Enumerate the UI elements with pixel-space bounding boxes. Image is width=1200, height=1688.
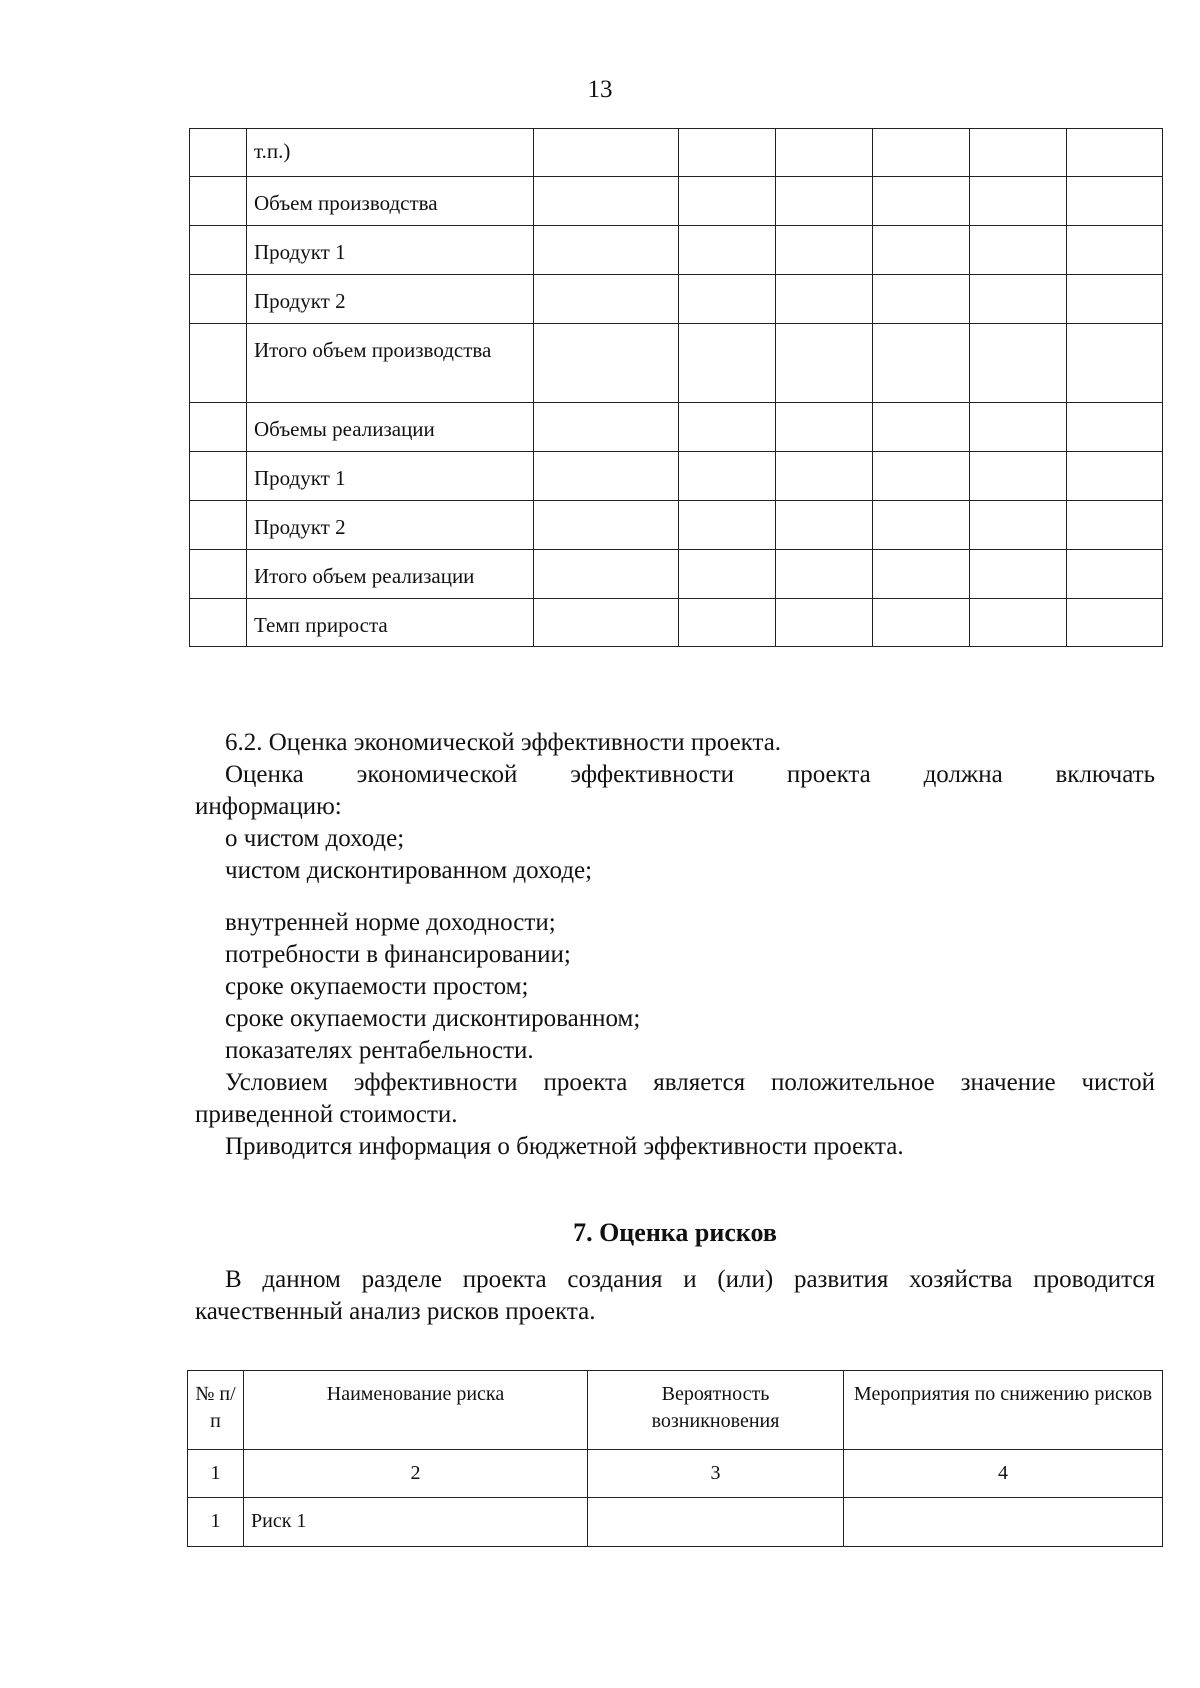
value-cell	[679, 129, 776, 177]
row-label: Продукт 2	[247, 501, 534, 550]
value-cell	[1067, 275, 1163, 324]
value-cell	[534, 129, 679, 177]
table-row	[190, 324, 1163, 403]
list-item: потребности в финансировании;	[225, 941, 571, 968]
value-cell	[873, 452, 970, 501]
row-number-cell	[190, 501, 247, 550]
value-cell	[776, 129, 873, 177]
row-label: Продукт 2	[247, 275, 534, 324]
value-cell	[776, 324, 873, 403]
production-table	[189, 128, 1163, 647]
table-row	[190, 550, 1163, 599]
value-cell	[679, 275, 776, 324]
table-row	[190, 177, 1163, 226]
column-header: Мероприятия по снижению рисков	[844, 1371, 1163, 1450]
column-number: 3	[588, 1450, 844, 1498]
value-cell	[679, 550, 776, 599]
value-cell	[776, 501, 873, 550]
row-label: Объем производства	[247, 177, 534, 226]
value-cell	[679, 452, 776, 501]
row-number-cell	[190, 129, 247, 177]
row-number-cell	[190, 177, 247, 226]
row-number-cell	[190, 275, 247, 324]
row-label: т.п.)	[247, 129, 534, 177]
value-cell	[873, 550, 970, 599]
row-label: Итого объем реализации	[247, 550, 534, 599]
risk-measures	[844, 1498, 1163, 1547]
value-cell	[534, 177, 679, 226]
table-row	[190, 275, 1163, 324]
row-label: Итого объем производства	[247, 324, 534, 403]
value-cell	[1067, 177, 1163, 226]
value-cell	[970, 501, 1067, 550]
risk-probability	[588, 1498, 844, 1547]
value-cell	[534, 501, 679, 550]
section-7-intro: В данном разделе проекта создания и (или) развития хозяйства проводится качественный анализ рисков проекта.	[195, 1266, 1155, 1325]
value-cell	[873, 129, 970, 177]
table-row	[190, 599, 1163, 647]
value-cell	[776, 226, 873, 275]
value-cell	[776, 599, 873, 647]
value-cell	[970, 129, 1067, 177]
table-row	[190, 226, 1163, 275]
value-cell	[776, 275, 873, 324]
value-cell	[970, 403, 1067, 452]
value-cell	[970, 452, 1067, 501]
column-number: 2	[244, 1450, 588, 1498]
row-label: Объемы реализации	[247, 403, 534, 452]
row-number-cell	[190, 599, 247, 647]
list-item: показателях рентабельности.	[225, 1037, 534, 1064]
value-cell	[679, 403, 776, 452]
column-header: № п/п	[188, 1371, 244, 1450]
row-label: Продукт 1	[247, 452, 534, 501]
value-cell	[1067, 501, 1163, 550]
value-cell	[679, 226, 776, 275]
value-cell	[534, 599, 679, 647]
budget-paragraph: Приводится информация о бюджетной эффективности проекта.	[225, 1133, 904, 1160]
value-cell	[776, 177, 873, 226]
value-cell	[534, 452, 679, 501]
section-7-heading: 7. Оценка рисков	[573, 1218, 777, 1247]
section-6-2-title: 6.2. Оценка экономической эффективности проекта.	[225, 729, 782, 756]
value-cell	[776, 403, 873, 452]
value-cell	[970, 177, 1067, 226]
value-cell	[534, 324, 679, 403]
column-number: 1	[188, 1450, 244, 1498]
table-row	[190, 403, 1163, 452]
table-row	[188, 1498, 1163, 1547]
value-cell	[1067, 599, 1163, 647]
risk-number: 1	[188, 1498, 244, 1547]
risk-table	[187, 1370, 1163, 1547]
value-cell	[1067, 452, 1163, 501]
page-number: 13	[587, 76, 613, 103]
value-cell	[873, 324, 970, 403]
value-cell	[1067, 403, 1163, 452]
value-cell	[534, 226, 679, 275]
row-label: Темп прироста	[247, 599, 534, 647]
value-cell	[679, 324, 776, 403]
value-cell	[534, 403, 679, 452]
row-number-cell	[190, 226, 247, 275]
value-cell	[873, 501, 970, 550]
value-cell	[970, 324, 1067, 403]
value-cell	[776, 550, 873, 599]
risk-table-header-row	[188, 1371, 1163, 1450]
value-cell	[1067, 324, 1163, 403]
row-label: Продукт 1	[247, 226, 534, 275]
risk-table-numbering-row	[188, 1450, 1163, 1498]
list-item: сроке окупаемости дисконтированном;	[225, 1005, 641, 1032]
value-cell	[970, 275, 1067, 324]
value-cell	[873, 177, 970, 226]
value-cell	[873, 599, 970, 647]
condition-paragraph: Условием эффективности проекта является положительное значение чистой приведенной стоимости.	[195, 1069, 1155, 1128]
value-cell	[776, 452, 873, 501]
value-cell	[534, 550, 679, 599]
value-cell	[970, 550, 1067, 599]
value-cell	[679, 599, 776, 647]
value-cell	[1067, 226, 1163, 275]
row-number-cell	[190, 550, 247, 599]
value-cell	[970, 599, 1067, 647]
value-cell	[873, 403, 970, 452]
table-row	[190, 501, 1163, 550]
column-number: 4	[844, 1450, 1163, 1498]
row-number-cell	[190, 403, 247, 452]
value-cell	[970, 226, 1067, 275]
value-cell	[1067, 550, 1163, 599]
column-header: Вероятность возникновения	[588, 1371, 844, 1450]
table-row	[190, 129, 1163, 177]
value-cell	[679, 501, 776, 550]
table-row	[190, 452, 1163, 501]
value-cell	[873, 275, 970, 324]
value-cell	[873, 226, 970, 275]
list-item: внутренней норме доходности;	[225, 909, 556, 936]
section-6-2-intro: Оценка экономической эффективности проекта должна включать	[225, 761, 1155, 788]
row-number-cell	[190, 324, 247, 403]
section-6-2-intro-cont: информацию:	[195, 793, 342, 820]
list-item: о чистом доходе;	[225, 825, 405, 852]
value-cell	[1067, 129, 1163, 177]
row-number-cell	[190, 452, 247, 501]
list-item: сроке окупаемости простом;	[225, 973, 529, 1000]
column-header: Наименование риска	[244, 1371, 588, 1450]
risk-name: Риск 1	[244, 1498, 588, 1547]
list-item: чистом дисконтированном доходе;	[225, 857, 593, 884]
value-cell	[679, 177, 776, 226]
value-cell	[534, 275, 679, 324]
